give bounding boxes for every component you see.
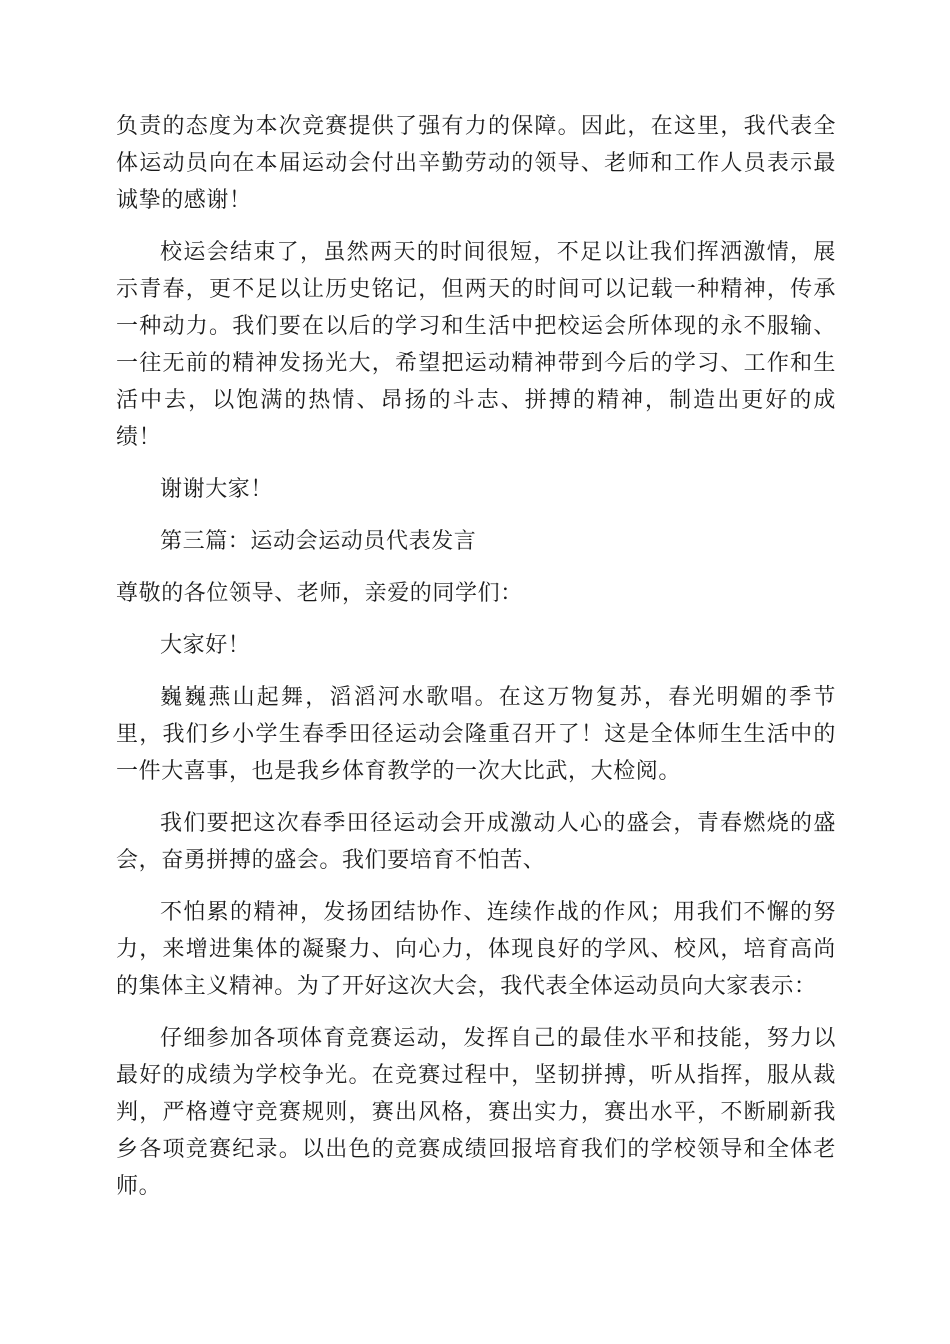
paragraph-3: 谢谢大家！ [160, 477, 274, 502]
section-heading: 第三篇：运动会运动员代表发言 [160, 529, 477, 554]
paragraph-1: 负责的态度为本次竞赛提供了强有力的保障。因此，在这里，我代表全体运动员向在本届运动会付出辛勤劳动的领导、老师和工作人员表示最诚挚的感谢！ [116, 114, 836, 213]
paragraph-8: 我们要把这次春季田径运动会开成激动人心的盛会，青春燃烧的盛会，奋勇拼搏的盛会。我们要培育不怕苦、 [116, 811, 836, 873]
document-body [116, 108, 836, 1220]
paragraph-2: 校运会结束了，虽然两天的时间很短，不足以让我们挥洒激情，展示青春，更不足以让历史铭记，但两天的时间可以记载一种精神，传承一种动力。我们要在以后的学习和生活中把校运会所体现的永不服输、一往无前的精神发扬光大，希望把运动精神带到今后的学习、工作和生活中去，以饱满的热情、昂扬的斗志、拼搏的精神，制造出更好的成绩！ [116, 240, 836, 450]
salutation: 尊敬的各位领导、老师，亲爱的同学们： [116, 581, 523, 606]
paragraph-9: 不怕累的精神，发扬团结协作、连续作战的作风；用我们不懈的努力，来增进集体的凝聚力、向心力，体现良好的学风、校风，培育高尚的集体主义精神。为了开好这次大会，我代表全体运动员向大家表示： [116, 900, 836, 999]
paragraph-10: 仔细参加各项体育竞赛运动，发挥自己的最佳水平和技能，努力以最好的成绩为学校争光。在竞赛过程中，坚韧拼搏，听从指挥，服从裁判，严格遵守竞赛规则，赛出风格，赛出实力，赛出水平，不断刷新我乡各项竞赛纪录。以出色的竞赛成绩回报培育我们的学校领导和全体老师。 [116, 1026, 836, 1199]
paragraph-7: 巍巍燕山起舞，滔滔河水歌唱。在这万物复苏，春光明媚的季节里，我们乡小学生春季田径运动会隆重召开了！这是全体师生生活中的一件大喜事，也是我乡体育教学的一次大比武，大检阅。 [116, 685, 836, 784]
greeting: 大家好！ [160, 633, 251, 658]
